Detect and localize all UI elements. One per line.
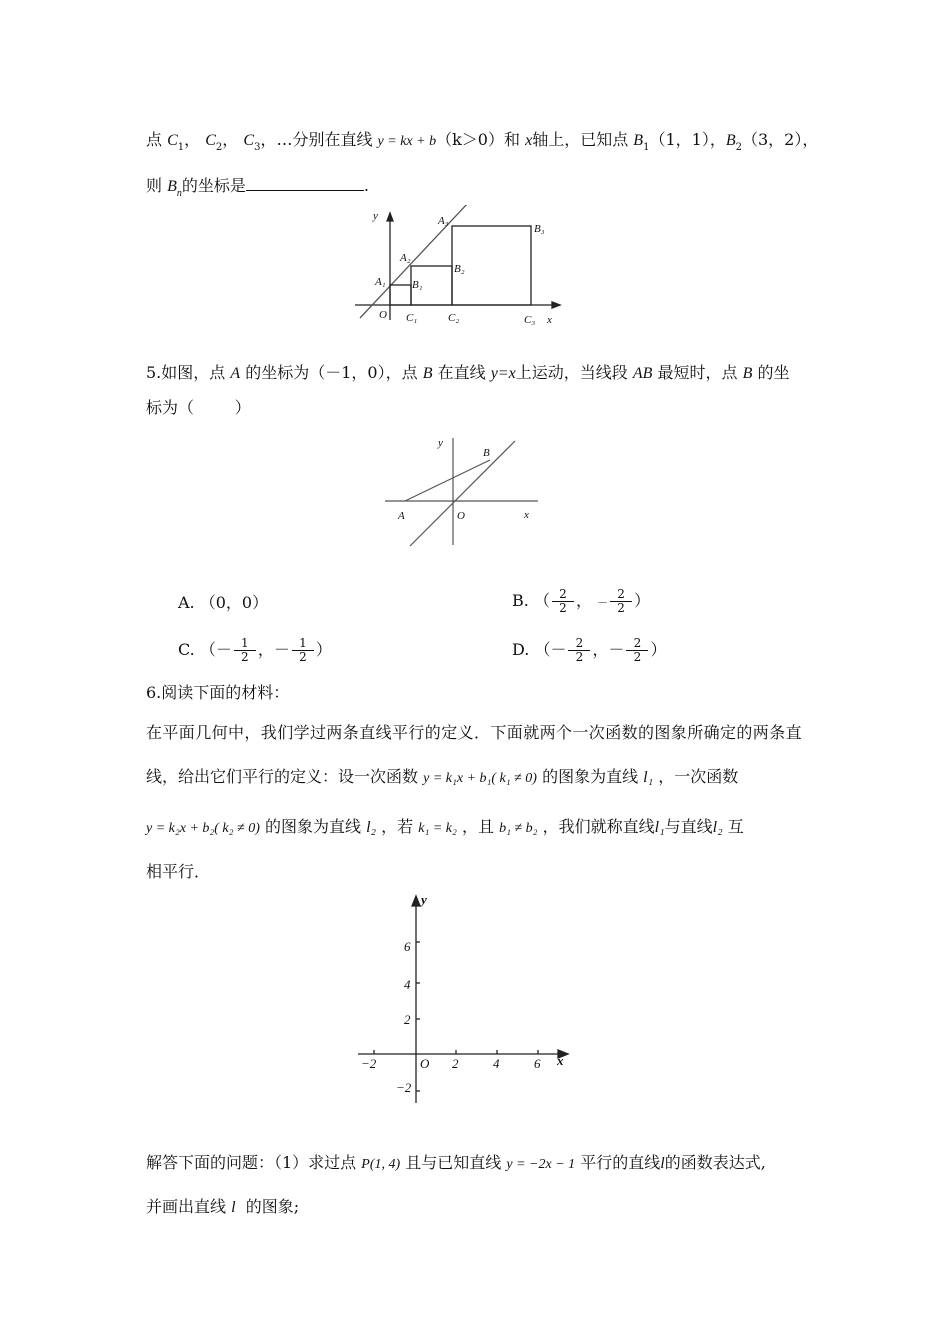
a1-label: A₁ [375, 276, 386, 288]
option-d-close: ） [650, 640, 667, 659]
q6-q1-c: 平行的直线 [580, 1153, 661, 1172]
option-a-letter: A. [178, 593, 195, 612]
q6-l2-b: l₂ [712, 819, 723, 836]
option-b-open: （ [533, 591, 550, 610]
b3-label: B₃ [534, 223, 545, 235]
option-b-neg: － [597, 596, 609, 609]
a3-label: A₃ [438, 215, 449, 227]
q5-text-b: 的坐标为（－1，0），点 [245, 363, 418, 382]
q6-p2-b: 的图象为直线 [542, 767, 639, 786]
option-b-close: ） [634, 591, 651, 610]
q6-q2-b: 的图象; [245, 1197, 300, 1216]
fig3-origin-label: O [420, 1056, 430, 1071]
fig2-origin-label: O [457, 510, 465, 522]
q5-text-line-1 [146, 363, 789, 384]
segment-ab [405, 460, 490, 501]
frac-den: 2 [617, 601, 625, 615]
fig2-b-label: B [483, 447, 490, 459]
q6-paragraph-line-1: 在平面几何中，我们学过两条直线平行的定义．下面就两个一次函数的图象所确定的两条直 [146, 723, 803, 742]
q6-p2-a: 线，给出它们平行的定义：设一次函数 [146, 767, 419, 786]
option-d-frac-1 [568, 637, 590, 664]
fig1-origin-label: O [379, 309, 387, 321]
b1-label: B₁ [412, 279, 423, 291]
q6-question-line-1 [146, 1153, 766, 1175]
q6-b-not-equal: b₁ ≠ b₂ [499, 821, 538, 836]
q6-q1-a: 解答下面的问题：（1）求过点 [146, 1153, 357, 1172]
q6-coordinate-figure [350, 888, 580, 1110]
option-d-sep: ，－ [592, 640, 625, 659]
y-tick-label: 2 [404, 1012, 411, 1027]
q5-point-b: B [422, 365, 433, 382]
frac-num: 2 [626, 637, 648, 651]
q6-l1: l₁ [643, 769, 654, 786]
q4-text-line-1: 点 $C_1$， $C_2$， $C_3$，…分别在直线 y = kx + b（k＞0）和 x轴上，已知点 $B_1(1$，1），$B_2(3$，2）， [146, 130, 819, 153]
q6-q2-a: 并画出直线 [146, 1197, 227, 1216]
bn-sub: n [176, 188, 182, 199]
line-y-eq-x [410, 441, 515, 546]
q6-p3-a: 的图象为直线 [264, 817, 361, 836]
option-b-sep: ， [575, 591, 592, 610]
fig1-y-label: y [373, 210, 378, 222]
q4-line2-prefix: 则 [146, 176, 163, 195]
fig2-y-label: y [438, 437, 443, 449]
c3-label: C₃ [524, 314, 536, 326]
a2-label: A₂ [400, 252, 411, 264]
option-d[interactable] [512, 637, 666, 664]
fig2-x-label: x [524, 509, 529, 521]
x-tick-label: 2 [452, 1056, 459, 1071]
fig3-x-label: x [557, 1053, 564, 1068]
c1-var: C [167, 132, 178, 149]
q4-mid-text: ，…分别在直线 [260, 130, 373, 149]
x-tick-label: 6 [534, 1056, 541, 1071]
q5-figure [380, 433, 550, 551]
q6-q1-b: 且与已知直线 [405, 1153, 502, 1172]
c1-label: C₁ [406, 312, 418, 324]
c2-var: C [205, 132, 216, 149]
q6-p3-c: ，且 [461, 817, 494, 836]
square-1 [390, 285, 411, 305]
q4-line2-tail: 的坐标是 [181, 176, 246, 195]
option-b[interactable] [512, 588, 650, 615]
q4-line-equation: y = kx + b [377, 134, 437, 149]
fig3-y-label: y [421, 892, 427, 907]
y-tick-label: 6 [404, 939, 411, 954]
option-b-frac-1 [552, 588, 574, 615]
option-c-sep: ，－ [257, 640, 290, 659]
frac-num: 2 [568, 637, 590, 651]
q6-title: 6.阅读下面的材料： [146, 683, 290, 702]
q6-l2: l₂ [366, 819, 377, 836]
q4-end-period: . [363, 176, 369, 195]
option-a[interactable] [178, 593, 268, 613]
q6-paragraph-line-2 [146, 767, 738, 789]
q5-text-line-2: 标为（ ） [146, 398, 251, 417]
c2-sub: 2 [215, 142, 223, 153]
q4-condition: （k＞0）和 [436, 130, 520, 149]
b1-coords: （1，1）， [649, 130, 726, 149]
frac-den: 2 [575, 650, 584, 664]
b2-sub: 2 [735, 142, 742, 153]
x-tick-label: 4 [493, 1056, 500, 1071]
q6-eq-2: y = k₂x + b₂( k₂ ≠ 0) [146, 821, 260, 836]
frac-num: 1 [292, 637, 314, 651]
q5-segment-ab: AB [632, 365, 653, 382]
fig3-y-arrow [412, 896, 420, 906]
b2-coords: （3，2）， [741, 130, 819, 149]
q6-p2-c: ，一次函数 [658, 767, 739, 786]
b1-sub: 1 [643, 142, 650, 153]
q6-p3-e: 与直线 [664, 817, 713, 836]
x-axis-arrow [552, 302, 560, 308]
q5-line-yx: y=x [490, 365, 516, 382]
fig2-a-label: A [398, 510, 405, 522]
frac-den: 2 [633, 650, 642, 664]
q6-line-l-2: l [231, 1199, 236, 1216]
y-tick-label: −2 [396, 1080, 412, 1095]
option-d-frac-2 [626, 637, 648, 664]
option-c-letter: C. [178, 640, 195, 659]
q5-text-f: 的坐 [757, 363, 790, 382]
frac-num: 2 [552, 588, 574, 602]
option-b-frac-2 [610, 588, 632, 615]
fig1-x-label: x [547, 314, 552, 326]
c1-sub: 1 [177, 142, 185, 153]
frac-den: 2 [241, 650, 249, 664]
option-c-close: ） [315, 640, 332, 659]
b1-var: B [633, 132, 644, 149]
q6-given-line: y = −2x − 1 [506, 1157, 576, 1172]
q5-text-a: 5.如图，点 [146, 363, 226, 382]
q6-p3-f: 互 [727, 817, 744, 836]
q6-l1-b: l₁ [654, 819, 665, 836]
q6-question-line-2 [146, 1197, 299, 1218]
b2-label: B₂ [454, 263, 465, 275]
q5-point-b-2: B [742, 365, 753, 382]
q4-text-line-2 [146, 176, 369, 199]
option-c-frac-1 [234, 637, 256, 664]
c3-var: C [243, 132, 255, 149]
q4-prefix: 点 [146, 130, 163, 149]
option-c-open: （－ [199, 640, 232, 659]
frac-num: 1 [234, 637, 256, 651]
frac-num: 2 [610, 588, 632, 602]
q6-k-equal: k₁ = k₂ [418, 821, 457, 836]
option-c-frac-2 [292, 637, 314, 664]
frac-den: 2 [559, 601, 567, 615]
option-d-letter: D. [512, 640, 530, 659]
option-c[interactable] [178, 637, 332, 664]
q5-text-d: 上运动，当线段 [515, 363, 628, 382]
q6-point-p: P(1, 4) [361, 1157, 401, 1172]
q6-p3-b: ，若 [381, 817, 414, 836]
q6-paragraph-line-3 [146, 817, 744, 839]
q5-text-c: 在直线 [437, 363, 486, 382]
q6-eq-1: y = k₁x + b₁( k₁ ≠ 0) [423, 771, 537, 786]
q6-line-l: l [660, 1155, 665, 1172]
q4-tail-text: 轴上，已知点 [532, 130, 629, 149]
q6-p3-d: ，我们就称直线 [542, 817, 655, 836]
bn-var: B [167, 178, 177, 195]
option-d-open: （－ [534, 640, 567, 659]
q6-paragraph-line-4: 相平行． [146, 862, 211, 881]
y-tick-label: 4 [404, 977, 411, 992]
b2-var: B [725, 132, 736, 149]
c3-sub: 3 [254, 142, 261, 153]
option-b-letter: B. [512, 591, 529, 610]
answer-blank[interactable] [246, 176, 364, 191]
frac-den: 2 [299, 650, 307, 664]
q5-text-e: 最短时，点 [657, 363, 738, 382]
option-a-text: （0，0） [199, 593, 269, 612]
c2-label: C₂ [448, 312, 460, 324]
y-axis-arrow [387, 213, 393, 221]
x-var: x [525, 132, 533, 149]
q4-figure [350, 205, 570, 330]
q5-point-a: A [230, 365, 241, 382]
q6-q1-d: 的函数表达式, [664, 1153, 766, 1172]
x-tick-label: −2 [361, 1056, 377, 1071]
